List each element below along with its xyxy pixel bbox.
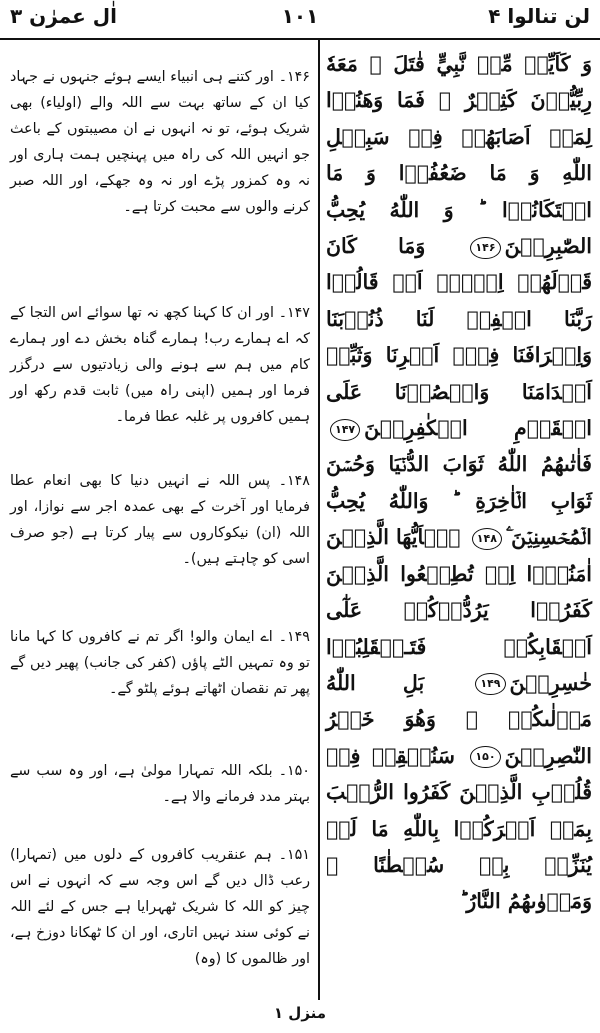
arabic-verses-column: [326, 46, 592, 920]
manzil-footer: منزل ۱: [273, 1004, 327, 1022]
verse-number-marker: ۱۴۶: [470, 237, 500, 259]
verse-number-marker: ۱۵۰: [470, 746, 500, 768]
verse-149-text: يٰۤاَيُّهَا الَّذِيۡنَ اٰمَنُوۡۤا اِنۡ تُطِيۡعُوا الَّذِيۡنَ كَفَرُوۡا يَرُدُّوۡكُمۡ عَلٰٓى اَعۡقَابِكُمۡ فَتَـنۡقَلِبُوۡا خٰسِرِيۡنَ: [326, 525, 592, 695]
verse-number-marker: ۱۴۸: [472, 528, 502, 550]
surah-name: اٰل عمرٰن ۳: [10, 4, 117, 28]
verse-number-marker: ۱۴۷: [330, 419, 360, 441]
translation-note-150: ۱۵۰۔ بلکہ اللہ تمہارا مولیٰ ہے، اور وہ سب سے بہتر مدد فرمانے والا ہے۔: [10, 763, 310, 805]
page-header: [0, 0, 600, 40]
translation-note-148: ۱۴۸۔ پس اللہ نے انہیں دنیا کا بھی انعام عطا فرمایا اور آخرت کے بھی عمدہ اجر سے نوازا، اور اللہ (ان) نیکوکاروں سے پیار کرتا ہے (جو صرف اسی کو چاہتے ہیں)۔: [10, 473, 310, 567]
page-number: ۱۰۱: [281, 4, 319, 28]
translation-note-149: ۱۴۹۔ اے ایمان والو! اگر تم نے کافروں کا کہا مانا تو وہ تمہیں الٹے پاؤں (کفر کی جانب) پھیر دیں گے پھر تم نقصان اٹھاتے ہوئے پلٹو گے۔: [10, 629, 310, 697]
verse-148-text: فَاٰتٰٮهُمُ اللّٰهُ ثَوَابَ الدُّنۡيَا وَحُسۡنَ ثَوَابِ الۡاٰخِرَةِ ؕ وَاللّٰهُ يُحِبُّ الۡمُحۡسِنِيۡنَ ۧ: [326, 452, 593, 550]
translation-note-147: ۱۴۷۔ اور ان کا کہنا کچھ نہ تھا سوائے اس التجا کے کہ اے ہمارے رب! ہمارے گناہ بخش دے اور ہمارے کام میں ہم سے ہونے والی زیادتیوں سے درگزر فرما اور ہمیں (اپنی راہ میں) ثابت قدم رکھ اور ہمیں کافروں پر غلبہ عطا فرما۔: [10, 305, 310, 425]
column-divider: [318, 40, 320, 1000]
verse-151-text: سَنُلۡقِىۡ فِىۡ قُلُوۡبِ الَّذِيۡنَ كَفَرُوا الرُّعۡبَ بِمَاۤ اَشۡرَكُوۡا بِاللّٰهِ مَا لَمۡ يُنَزِّلۡ بِهٖ سُلۡطٰنًا ۚ وَمَاۡوٰٮهُمُ النَّارُ ؕ: [326, 743, 592, 914]
translation-note-151: ۱۵۱۔ ہم عنقریب کافروں کے دلوں میں (تمہارا) رعب ڈال دیں گے اس وجہ سے کہ انہوں نے اس چیز کو اللہ کا شریک ٹھہرایا ہے جس کے لئے اللہ نے کوئی سند نہیں اتاری، اور ان کا ٹھکانا دوزخ ہے، اور ظالموں کا (وہ): [10, 847, 310, 967]
verse-150-text: بَلِ اللّٰهُ مَوۡلٰٮكُمۡ ۚ وَهُوَ خَيۡرُ النّٰصِرِيۡنَ: [326, 670, 592, 768]
verse-number-marker: ۱۴۹: [475, 673, 505, 695]
header-rule: [0, 38, 600, 40]
translation-note-146: ۱۴۶۔ اور کتنے ہی انبیاء ایسے ہوئے جنہوں نے جہاد کیا ان کے ساتھ بہت سے اللہ والے (اولیاء) بھی شریک ہوئے، تو نہ انہوں نے ان مصیبتوں کے باعث جو انہیں اللہ کی راہ میں پہنچیں ہمت ہاری اور نہ وہ کمزور پڑے اور نہ وہ جھکے، اور اللہ صبر کرنے والوں سے محبت کرتا ہے۔: [10, 69, 310, 215]
verse-147-text: وَمَا كَانَ قَوۡلَهُمۡ اِلَّاۤ اَنۡ قَالُوۡا رَبَّنَا اغۡفِرۡ لَنَا ذُنُوۡبَنَا وَاِسۡرَافَنَا فِىۡۤ اَمۡرِنَا وَثَبِّتۡ اَقۡدَامَنَا وَانۡصُرۡنَا عَلَى الۡقَوۡمِ الۡكٰفِرِيۡنَ: [326, 234, 592, 441]
verse-text: [326, 46, 592, 920]
para-name: لن تنالوا ۴: [488, 4, 590, 28]
verse-146-text: وَ كَاَيِّنۡ مِّنۡ نَّبِيٍّ قٰتَلَ ۙ مَعَهٗ رِبِّيُّوۡنَ كَثِيۡرٌ ۚ فَمَا وَهَنُوۡا لِمَاۤ اَصَابَهُمۡ فِىۡ سَبِيۡلِ اللّٰهِ وَ مَا ضَعُفُوۡا وَ مَا اسۡتَكَانُوۡا ؕ وَ اللّٰهُ يُحِبُّ الصّٰبِرِيۡنَ: [326, 52, 592, 259]
